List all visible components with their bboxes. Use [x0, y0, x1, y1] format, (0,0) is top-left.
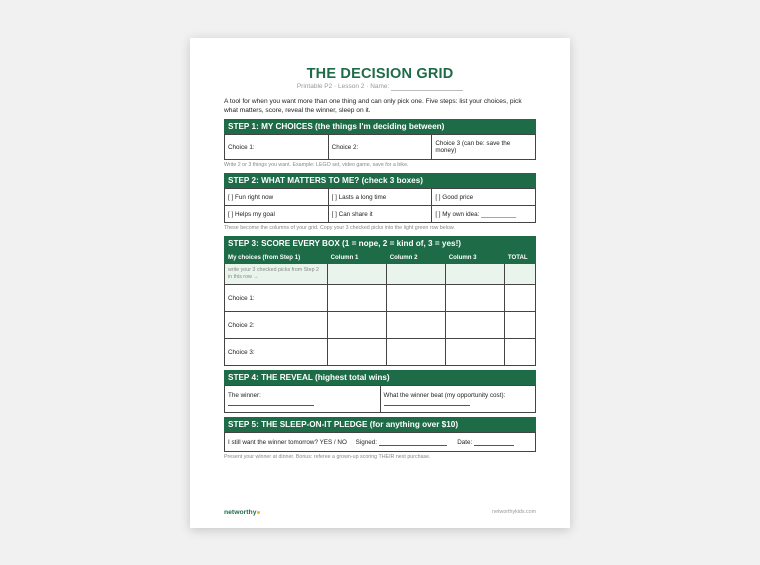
col-header-1: Column 1	[327, 252, 386, 264]
score-cell[interactable]	[445, 312, 504, 339]
criteria-cell[interactable]	[445, 264, 504, 285]
checkbox-share[interactable]: [ ] Can share it	[328, 206, 432, 223]
step2-header: STEP 2: WHAT MATTERS TO ME? (check 3 boxes)	[224, 173, 536, 188]
total-cell[interactable]	[504, 339, 535, 366]
opportunity-cost-field[interactable]	[380, 386, 536, 413]
criteria-row	[225, 264, 536, 285]
col-header-3: Column 3	[445, 252, 504, 264]
winner-label: The winner:	[228, 392, 261, 400]
checkbox-own-idea[interactable]: [ ] My own idea: __________	[432, 206, 536, 223]
checkbox-price[interactable]: [ ] Good price	[432, 189, 536, 206]
score-cell[interactable]	[327, 339, 386, 366]
step3-header: STEP 3: SCORE EVERY BOX (1 = nope, 2 = kind of, 3 = yes!)	[224, 236, 536, 251]
step4-header: STEP 4: THE REVEAL (highest total wins)	[224, 370, 536, 385]
col-header-2: Column 2	[386, 252, 445, 264]
score-cell[interactable]	[327, 312, 386, 339]
opportunity-cost-line	[384, 399, 470, 406]
score-cell[interactable]	[445, 339, 504, 366]
winner-line	[228, 399, 314, 406]
col-header-total: TOTAL	[504, 252, 535, 264]
table-row	[225, 312, 536, 339]
step1-note: Write 2 or 3 things you want. Example: LEGO set, video game, save for a bike.	[224, 162, 409, 169]
checkbox-lasts[interactable]: [ ] Lasts a long time	[328, 189, 432, 206]
score-cell[interactable]	[386, 285, 445, 312]
table-row	[225, 339, 536, 366]
worksheet-page	[190, 38, 570, 528]
criteria-cell[interactable]	[327, 264, 386, 285]
choice1-cell[interactable]: Choice 1:	[225, 135, 329, 160]
pledge-table	[224, 432, 536, 452]
intro-text: A tool for when you want more than one thing and can only pick one. Five steps: list your choices, pick what matters, score, reveal the winner, sleep on it.	[224, 98, 522, 114]
step1-table	[224, 134, 536, 160]
brand-logo	[224, 509, 260, 516]
footer-url: networthykids.com	[492, 509, 536, 515]
total-cell[interactable]	[504, 312, 535, 339]
row-label: Choice 1:	[225, 285, 328, 312]
page-subtitle	[224, 83, 536, 91]
name-line	[391, 84, 463, 91]
signature-line[interactable]	[379, 439, 447, 446]
signed-label: Signed:	[355, 438, 377, 446]
step5-note: Present your winner at dinner. Bonus: referee a grown-up scoring THEIR next purchase.	[224, 454, 431, 461]
checkbox-fun[interactable]: [ ] Fun right now	[225, 189, 329, 206]
score-cell[interactable]	[327, 285, 386, 312]
criteria-cell[interactable]	[504, 264, 535, 285]
score-cell[interactable]	[386, 312, 445, 339]
opportunity-cost-label: What the winner beat (my opportunity cost):	[383, 392, 506, 400]
table-row	[225, 285, 536, 312]
date-line[interactable]	[474, 439, 514, 446]
reveal-table	[224, 385, 536, 413]
step1-header: STEP 1: MY CHOICES (the things I'm deciding between)	[224, 119, 536, 134]
score-cell[interactable]	[445, 285, 504, 312]
brand-name: networthy	[224, 509, 257, 516]
step2-note: These become the columns of your grid. Copy your 3 checked picks into the light green row below.	[224, 225, 455, 232]
brand-dot-icon	[257, 511, 260, 514]
subtitle-text: Printable P2 · Lesson 2 · Name:	[296, 83, 390, 90]
score-grid	[224, 251, 536, 366]
winner-field[interactable]	[225, 386, 381, 413]
score-cell[interactable]	[386, 339, 445, 366]
choice2-cell[interactable]: Choice 2:	[328, 135, 432, 160]
checkbox-goal[interactable]: [ ] Helps my goal	[225, 206, 329, 223]
row-label: Choice 3:	[225, 339, 328, 366]
criteria-hint: write your 3 checked picks from Step 2 in this row →	[225, 264, 328, 285]
criteria-cell[interactable]	[386, 264, 445, 285]
page-title: THE DECISION GRID	[306, 66, 454, 82]
pledge-question: I still want the winner tomorrow? YES / NO	[228, 438, 347, 446]
row-label: Choice 2:	[225, 312, 328, 339]
date-label: Date:	[457, 438, 473, 446]
step5-header: STEP 5: THE SLEEP-ON-IT PLEDGE (for anything over $10)	[224, 417, 536, 432]
step2-table	[224, 188, 536, 223]
total-cell[interactable]	[504, 285, 535, 312]
col-header-choices: My choices (from Step 1)	[225, 252, 328, 264]
pledge-row[interactable]	[225, 433, 536, 452]
choice3-cell[interactable]: Choice 3 (can be: save the money)	[432, 135, 536, 160]
